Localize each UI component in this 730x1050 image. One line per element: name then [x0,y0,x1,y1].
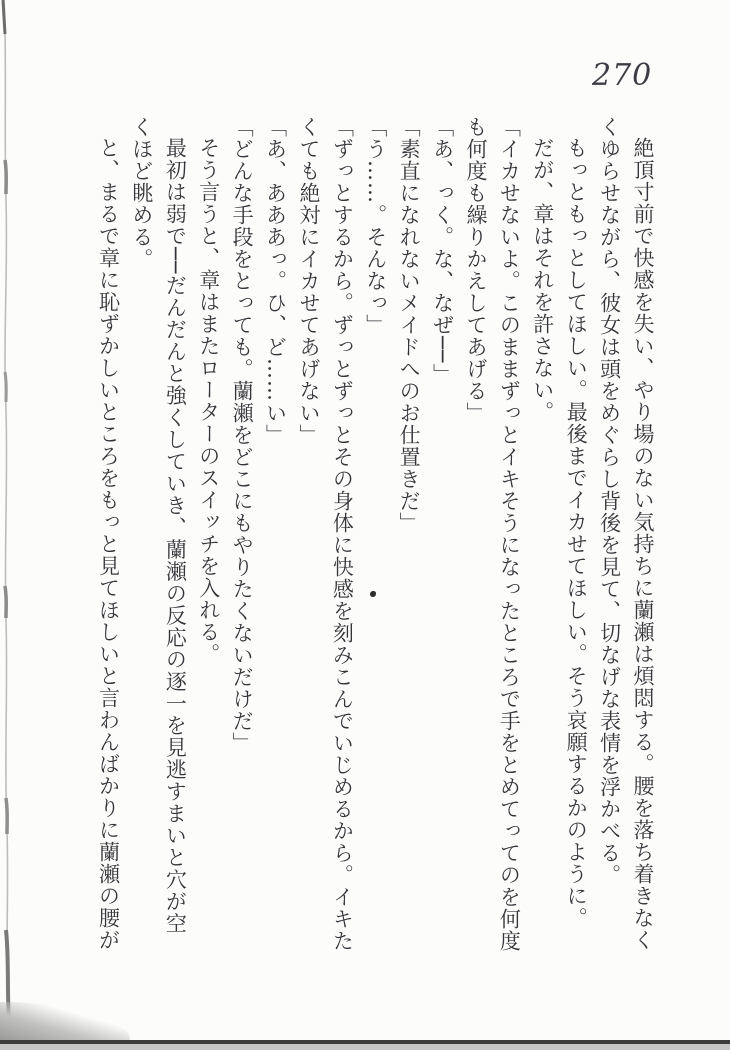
text-line: も何度も繰りかえしてあげる」 [463,116,488,424]
text-line: 「あ、っく。な、なぜ──」 [430,116,455,386]
text-line: そう言うと、章はまたローターのスイッチを入れる。 [196,137,221,665]
text-line: くても絶対にイカせてあげない」 [296,116,321,446]
text-line: 「どんな手段をとっても。蘭瀬をどこにもやりたくないだけだ」 [230,116,255,754]
vertical-text-block [91,116,659,961]
text-line: 「あ、あああっ。ひ、ど……い」 [263,116,288,446]
text-line: 最初は弱で──だんだんと強くしていき、蘭瀬の反応の逐一を見逃すまいと穴が空 [163,137,188,935]
page-number: 270 [592,58,653,93]
text-line: 「素直になれないメイドへのお仕置きだ」 [397,116,422,534]
text-line: 絶頂寸前で快感を失い、やり場のない気持ちに蘭瀬は煩悶する。腰を落ち着きなく [631,137,655,951]
bottom-scan-margin [0,1044,730,1050]
text-line: 「う……。そんなっ」 [363,116,388,336]
bottom-left-corner-shadow [0,1002,130,1040]
text-line: 「イカせないよ。このままずっとイキそうになったところで手をとめてってのを何度 [497,116,522,952]
text-line: と、まるで章に恥ずかしいところをもっと見てほしいと言わんばかりに蘭瀬の腰が [96,137,121,951]
text-line: だが、章はそれを許さない。 [530,137,555,423]
left-page-edge-artifact [0,0,20,1050]
ink-speck-artifact [370,591,376,597]
text-line: 「ずっとするから。ずっとずっとその身体に快感を刻みこんでいじめるから。イキた [330,116,355,952]
text-line: くゆらせながら、彼女は頭をめぐらし背後を見て、切なげな表情を浮かべる。 [597,116,622,886]
text-line: くほど眺める。 [129,116,154,270]
text-line: もっともっとしてほしい。最後までイカせてほしい。そう哀願するかのように。 [564,137,589,929]
